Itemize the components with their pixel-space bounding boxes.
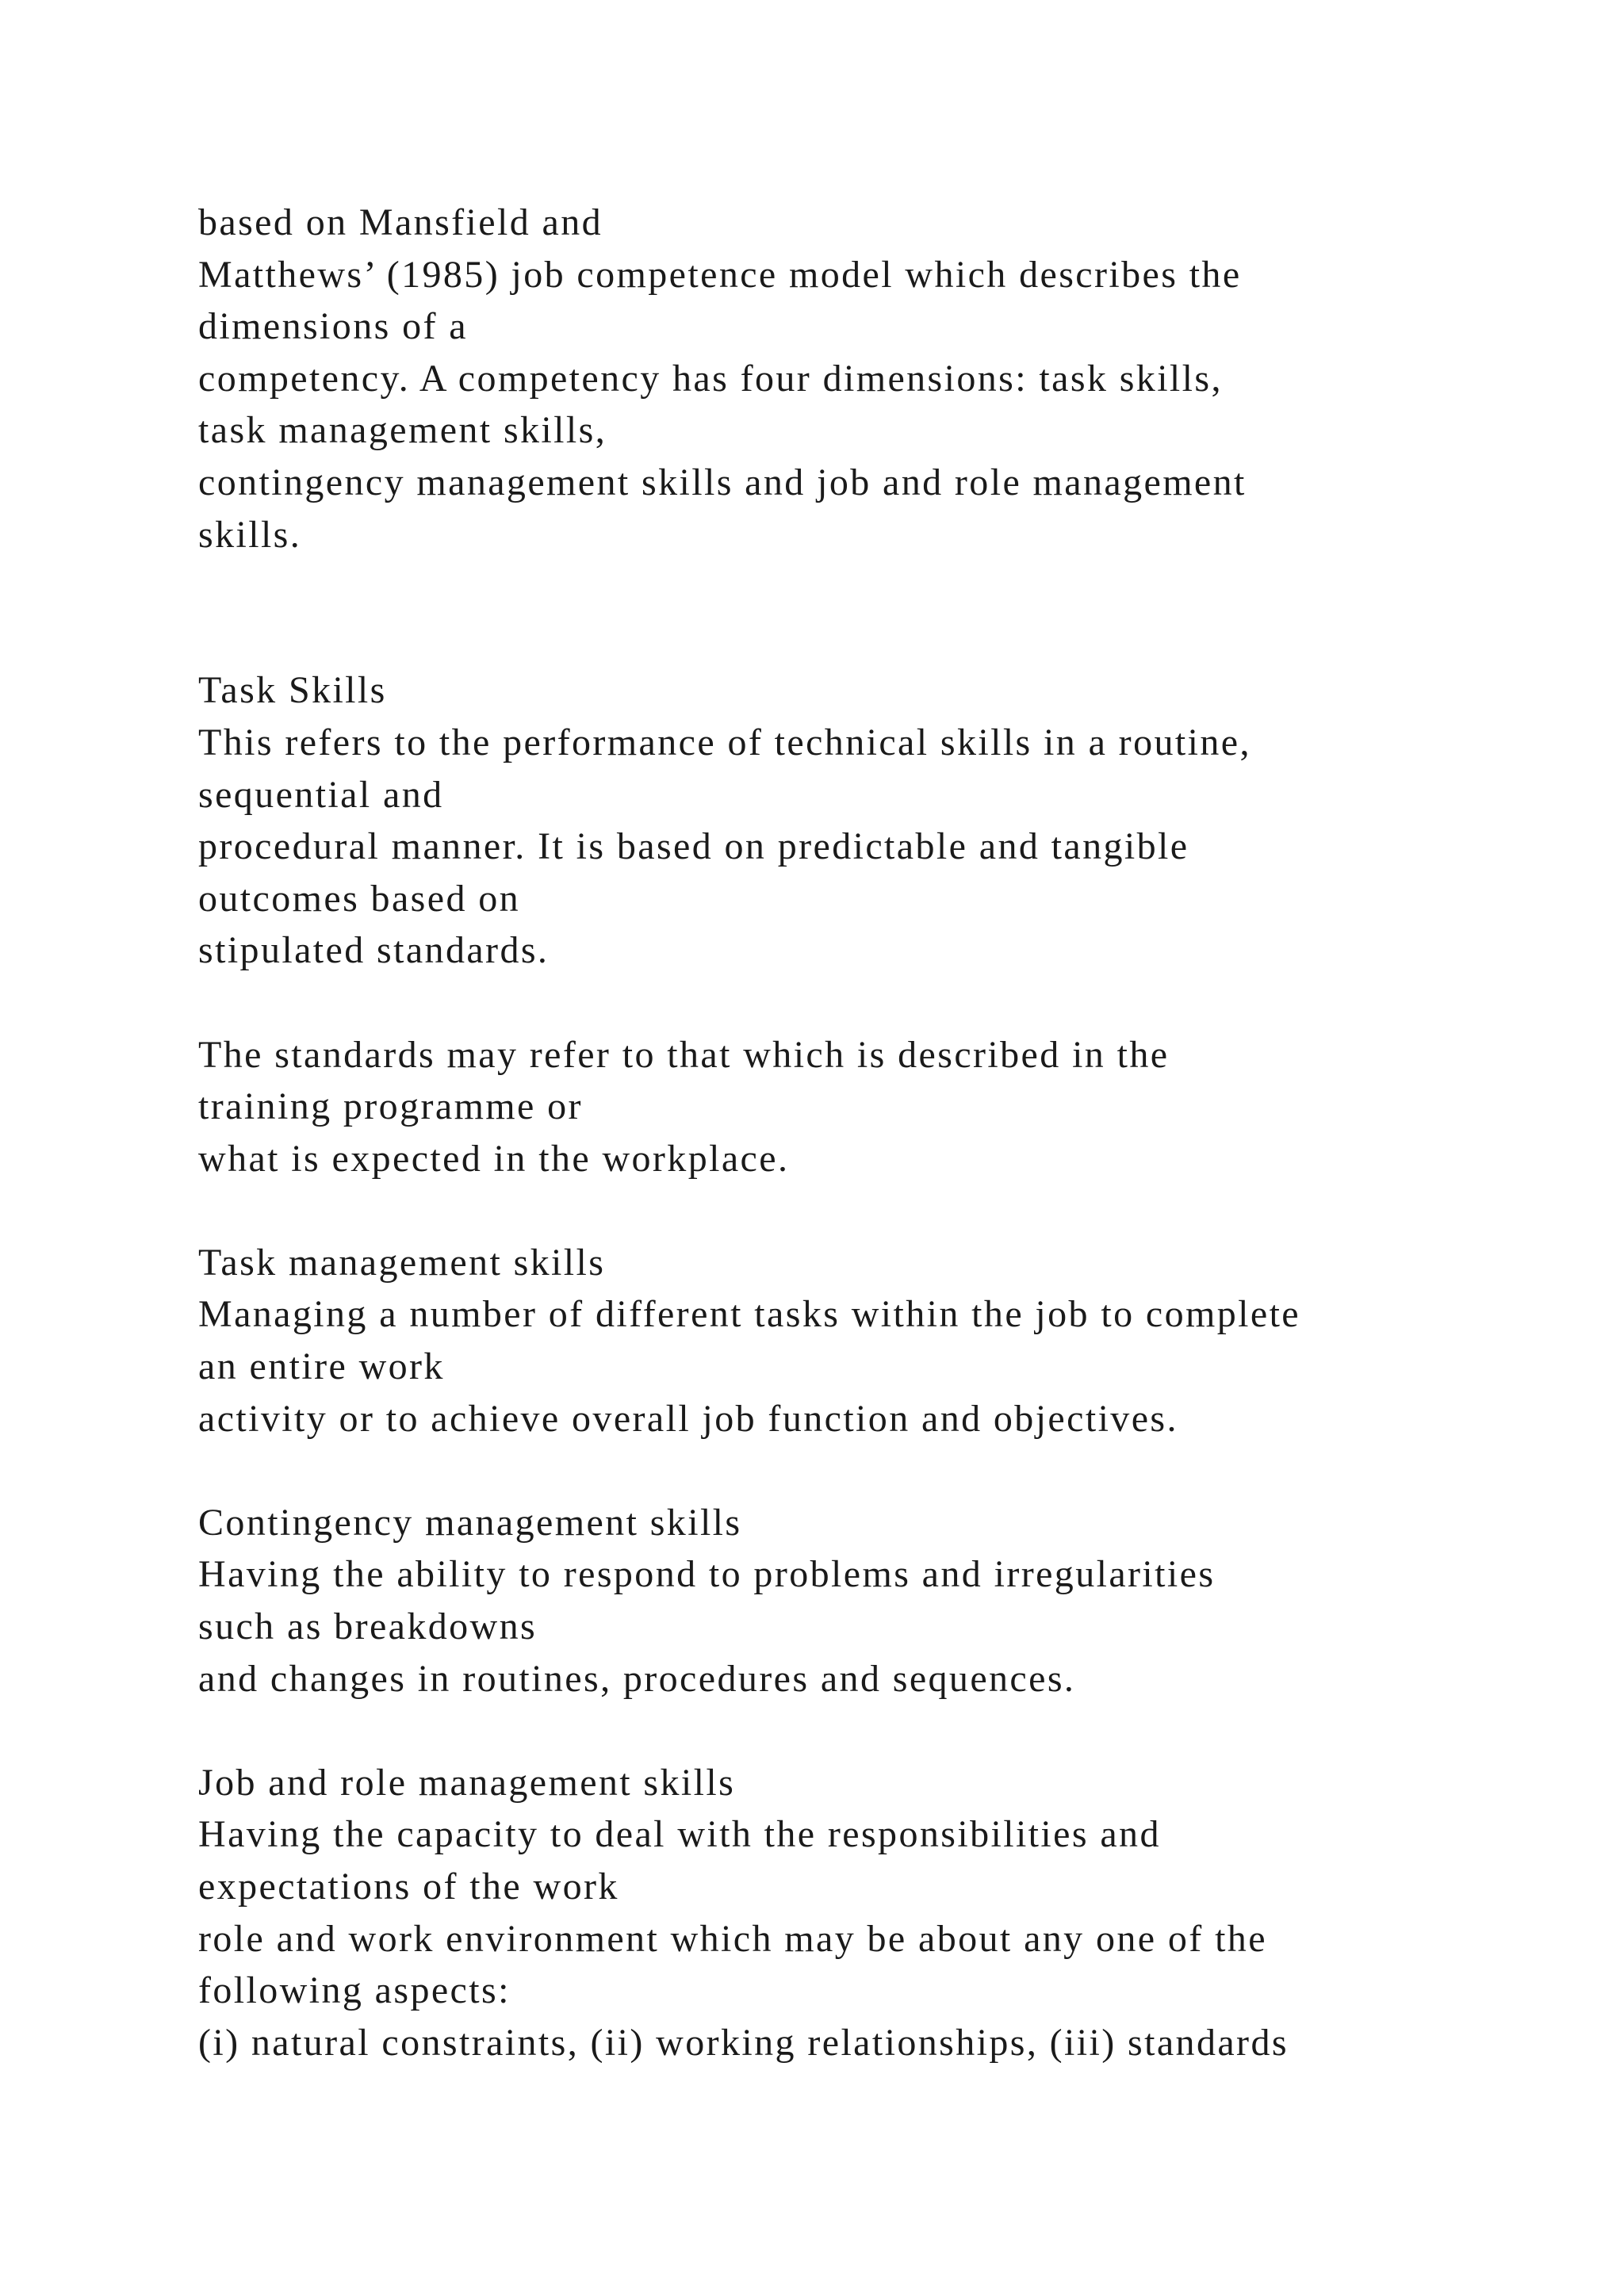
blank-line: [198, 613, 1546, 665]
text-line: (i) natural constraints, (ii) working relationships, (iii) standards: [198, 2021, 1289, 2064]
intro-paragraph: [198, 197, 1546, 561]
text-line: expectations of the work: [198, 1866, 619, 1908]
blank-line: [198, 561, 1546, 613]
text-line: skills.: [198, 513, 302, 556]
text-line: an entire work: [198, 1345, 445, 1388]
text-line: contingency management skills and job and role management: [198, 461, 1247, 503]
text-line: The standards may refer to that which is described in the: [198, 1033, 1170, 1076]
text-line: competency. A competency has four dimensions: task skills,: [198, 357, 1223, 400]
text-line: sequential and: [198, 773, 444, 816]
text-line: Having the capacity to deal with the responsibilities and: [198, 1813, 1161, 1856]
text-line: task management skills,: [198, 409, 607, 452]
section-heading: Task management skills: [198, 1241, 606, 1284]
text-line: procedural manner. It is based on predictable and tangible: [198, 825, 1189, 868]
document-text: [198, 197, 1546, 2068]
section-heading: Contingency management skills: [198, 1501, 742, 1544]
section-task-management: [198, 1237, 1546, 1445]
text-line: Matthews’ (1985) job competence model which describes the: [198, 253, 1242, 296]
text-line: outcomes based on: [198, 877, 521, 920]
section-job-role-management: [198, 1757, 1546, 2069]
text-line: following aspects:: [198, 1969, 511, 2012]
text-line: This refers to the performance of technical skills in a routine,: [198, 721, 1251, 763]
section-task-skills: [198, 664, 1546, 1184]
section-heading: Task Skills: [198, 669, 387, 712]
blank-line: [198, 1705, 1546, 1757]
blank-line: [198, 977, 1546, 1029]
blank-line: [198, 1445, 1546, 1497]
text-line: and changes in routines, procedures and sequences.: [198, 1657, 1076, 1700]
section-contingency-management: [198, 1497, 1546, 1705]
text-line: Having the ability to respond to problems and irregularities: [198, 1553, 1216, 1596]
text-line: stipulated standards.: [198, 929, 550, 972]
blank-line: [198, 1184, 1546, 1237]
section-heading: Job and role management skills: [198, 1761, 736, 1804]
text-line: role and work environment which may be about any one of the: [198, 1917, 1267, 1960]
text-line: dimensions of a: [198, 305, 468, 348]
text-line: based on Mansfield and: [198, 201, 603, 243]
text-line: training programme or: [198, 1085, 583, 1128]
text-line: what is expected in the workplace.: [198, 1137, 790, 1180]
text-line: Managing a number of different tasks within the job to complete: [198, 1293, 1301, 1336]
text-line: activity or to achieve overall job function and objectives.: [198, 1397, 1178, 1440]
text-line: such as breakdowns: [198, 1605, 538, 1648]
